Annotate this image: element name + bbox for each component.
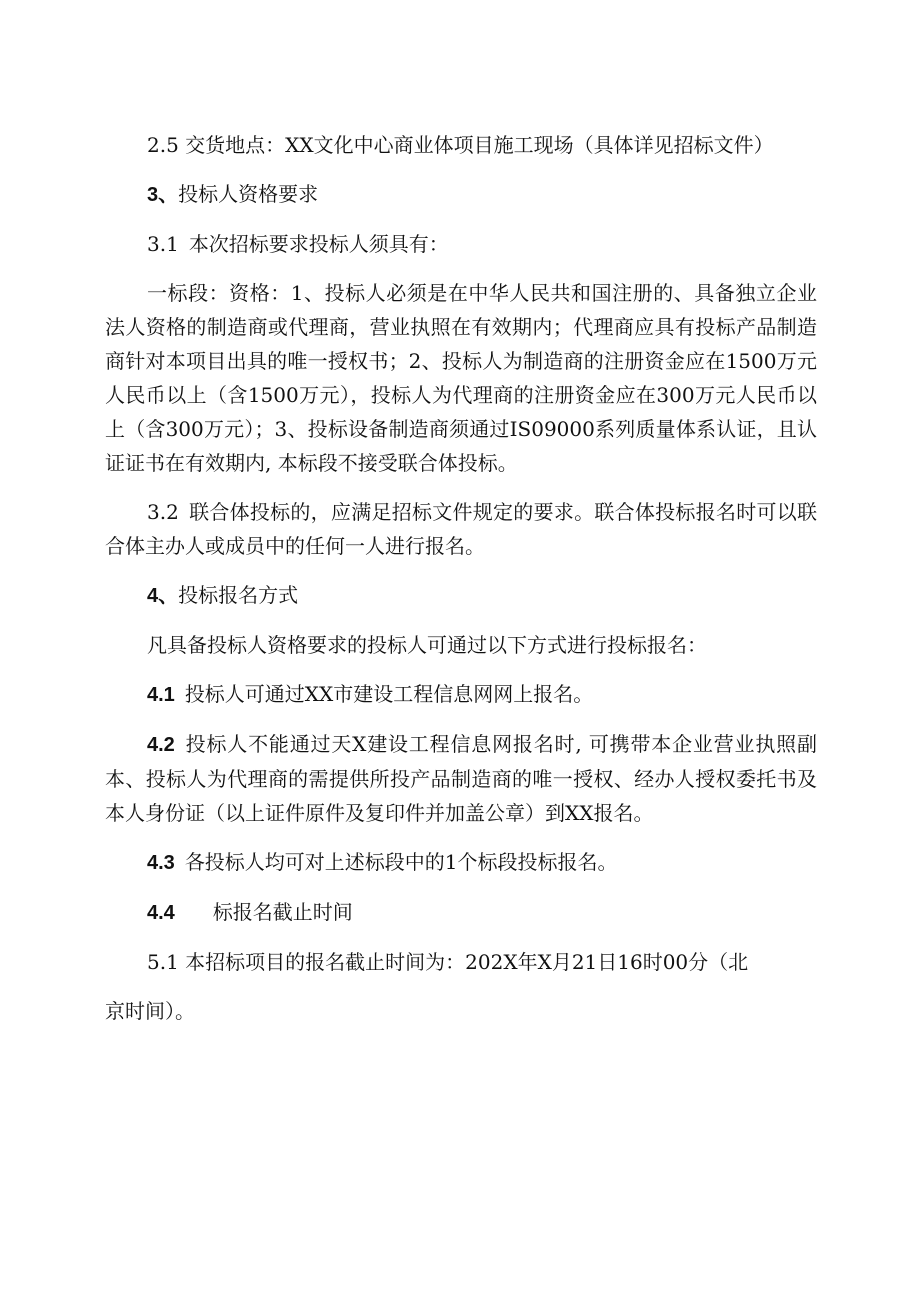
deadline-line-2: 京时间）。 xyxy=(105,999,195,1023)
document-body xyxy=(105,128,817,1043)
bidder-qualification-heading xyxy=(105,177,817,212)
deadline-continuation xyxy=(105,994,817,1028)
clause-text: 标报名截止时间 xyxy=(212,900,353,924)
clause-number: 4.4 xyxy=(147,902,175,924)
section-number: 3、 xyxy=(147,184,179,206)
clause-number: 4.1 xyxy=(147,684,175,706)
registration-method-heading xyxy=(105,578,817,613)
clause-number: 3.1 xyxy=(147,232,179,256)
section-number: 4、 xyxy=(147,585,179,607)
clause-text: 联合体投标的，应满足招标文件规定的要求。联合体投标报名时可以联合体主办人或成员中的任何一人进行报名。 xyxy=(105,500,817,558)
registration-4-1-paragraph xyxy=(105,677,817,712)
registration-4-4-paragraph xyxy=(105,895,817,930)
registration-intro-paragraph xyxy=(105,628,817,662)
delivery-location-text: 2.5 交货地点：XX文化中心商业体项目施工现场（具体详见招标文件） xyxy=(147,133,774,157)
section-title: 投标人资格要求 xyxy=(178,182,319,206)
qualification-3-2-paragraph xyxy=(105,495,817,563)
lot-one-qualification-paragraph xyxy=(105,276,817,480)
clause-text: 投标人不能通过天X建设工程信息网报名时, 可携带本企业营业执照副本、投标人为代理商的需提供所投产品制造商的唯一授权、经办人授权委托书及本人身份证（以上证件原件及复印件并加盖公章）到XX报名。 xyxy=(105,732,817,825)
clause-text: 各投标人均可对上述标段中的1个标段投标报名。 xyxy=(184,850,618,874)
clause-number: 4.3 xyxy=(147,852,175,874)
deadline-paragraph xyxy=(105,945,817,979)
clause-text: 本次招标要求投标人须具有： xyxy=(188,232,449,256)
clause-number: 4.2 xyxy=(147,734,175,756)
lot-one-text: 一标段：资格：1、投标人必须是在中华人民共和国注册的、具备独立企业法人资格的制造商或代理商，营业执照在有效期内；代理商应具有投标产品制造商针对本项目出具的唯一授权书；2、投标人为制造商的注册资金应在1500万元人民币以上（含1500万元），投标人为代理商的注册资金应在300万元人民币以上（含300万元）；3、投标设备制造商须通过IS09000系列质量体系认证，且认证证书在有效期内, 本标段不接受联合体投标。 xyxy=(105,281,817,475)
qualification-3-1-paragraph xyxy=(105,227,817,261)
registration-4-3-paragraph xyxy=(105,845,817,880)
clause-number: 3.2 xyxy=(147,500,179,524)
registration-4-2-paragraph xyxy=(105,727,817,830)
clause-text: 投标人可通过XX市建设工程信息网网上报名。 xyxy=(184,682,594,706)
delivery-location-paragraph xyxy=(105,128,817,162)
section-title: 投标报名方式 xyxy=(178,583,299,607)
deadline-line-1: 5.1 本招标项目的报名截止时间为：202X年X月21日16时00分（北 xyxy=(147,950,749,974)
registration-intro-text: 凡具备投标人资格要求的投标人可通过以下方式进行投标报名： xyxy=(147,633,707,657)
